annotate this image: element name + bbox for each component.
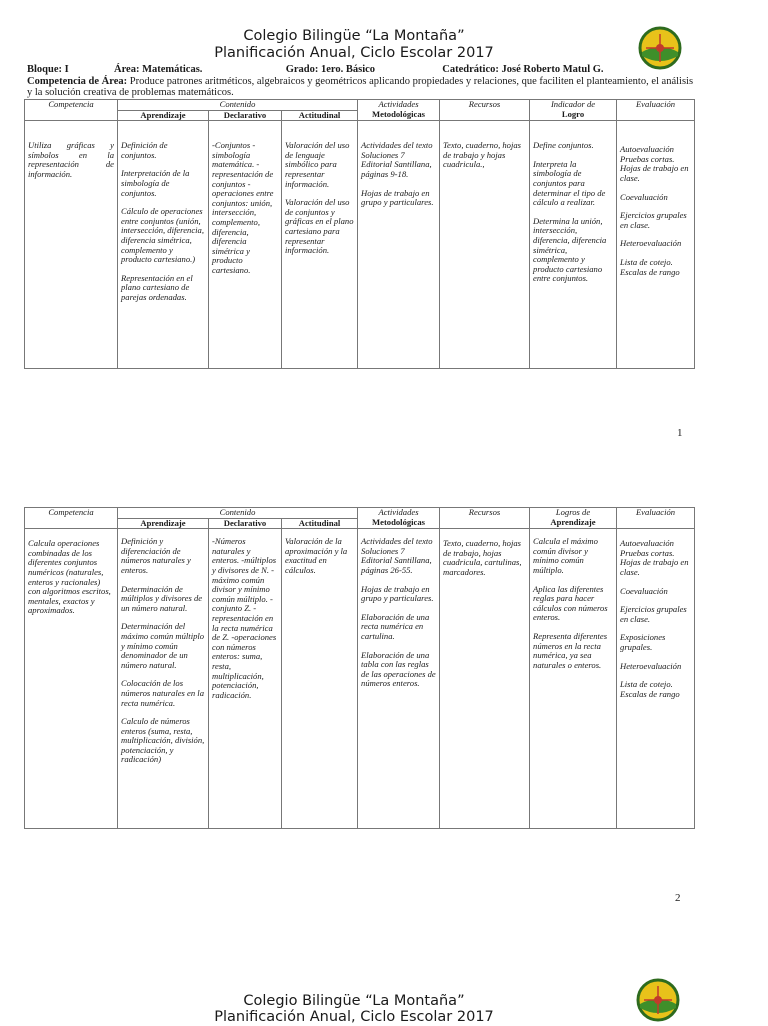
list-item: Hojas de trabajo en grupo y particulares. (361, 583, 434, 604)
list-item: Heteroevaluación (620, 238, 682, 249)
header-actitudinal: Actitudinal (282, 518, 358, 529)
header-aprendizaje: Aprendizaje (118, 518, 209, 529)
competencia-text: Calcula operaciones combinadas de los diferentes conjuntos numéricos (naturales, enteros y racionales) con algoritmos escritos, mentales, exactos y aproximados. (28, 538, 111, 616)
catedratico-value: José Roberto Matul G. (501, 64, 604, 75)
competencia-area-text: Produce patrones aritméticos, algebraicos y geométricos aplicando propiedades y relaciones, que faciliten el planteamiento, el análisis y la solución creativa de problemas matemáticos. (27, 76, 694, 98)
header-logro-text: Logro (561, 108, 585, 119)
list-item: Definición y diferenciación de números naturales y enteros. (121, 536, 191, 575)
header-contenido: Contenido (118, 100, 358, 111)
plan-title: Planificación Anual, Ciclo Escolar 2017 (214, 45, 494, 61)
bloque-value: I (64, 64, 69, 75)
indicador-cell (530, 121, 617, 369)
school-name: Colegio Bilingüe “La Montaña” (243, 28, 465, 44)
aprendizaje-cell (118, 529, 209, 829)
header-indicador (530, 100, 617, 121)
list-item: Cálculo de operaciones entre conjuntos (unión, intersección, diferencia, diferencia simétrica, complemento y producto cartesiano.) (121, 206, 204, 265)
list-item: Ejercicios grupales en clase. (620, 604, 687, 624)
header-recursos: Recursos (440, 100, 530, 121)
list-item: Ejercicios grupales en clase. (620, 210, 687, 230)
list-item: Calculo de números enteros (suma, resta, multiplicación, división, potenciación, y radicación) (121, 716, 205, 765)
list-item: Heteroevaluación (620, 660, 682, 671)
declarativo-cell (209, 529, 282, 829)
recursos-cell (440, 529, 530, 829)
list-item: Calcula el máximo común divisor y mínimo común múltiplo. (533, 536, 598, 575)
header-evaluacion: Evaluación (617, 508, 695, 529)
grado-label: Grado: (285, 64, 319, 75)
list-item: Determinación de múltiplos y divisores de un número natural. (121, 583, 203, 613)
list-item: Determinación del máximo común múltiplo y mínimo común denominador de un número natural. (121, 621, 205, 670)
competencia-text: Utiliza gráficas y símbolos en la representación de información. (28, 140, 114, 179)
header-evaluacion: Evaluación (617, 100, 695, 121)
recursos-cell (440, 121, 530, 369)
header-competencia: Competencia (25, 508, 118, 529)
header-actitudinal: Actitudinal (282, 110, 358, 121)
declarativo-text: -Números naturales y enteros. -múltiplos y divisores de N. -máximo común divisor y mínimo común múltiplo. -conjunto Z. -representación en la recta numérica de Z. -operaciones con números enteros: suma, resta, multiplicación, potenciación, radicación. (212, 536, 277, 700)
plan-table-2 (24, 507, 695, 829)
list-item: Valoración del uso de lenguaje simbólico para representar información. (285, 140, 350, 189)
header-metodologicas-text: Metodológicas (372, 516, 426, 527)
list-item: Exposiciones grupales. (620, 632, 666, 652)
list-item: Representación en el plano cartesiano de parejas ordenadas. (121, 272, 193, 302)
actitudinal-text: Valoración de la aproximación y la exactitud en cálculos. (285, 536, 348, 575)
header-contenido: Contenido (118, 508, 358, 519)
aprendizaje-cell (118, 121, 209, 369)
declarativo-cell (209, 121, 282, 369)
header-logros (530, 508, 617, 529)
list-item: Valoración del uso de conjuntos y gráficas en el plano cartesiano para representar información. (285, 197, 354, 256)
competencia-area (27, 76, 695, 98)
recursos-text: Texto, cuaderno, hojas de trabajo y hojas cuadricula., (443, 140, 521, 170)
actividades-cell (358, 529, 440, 829)
area-value: Matemáticas. (142, 64, 203, 75)
page-number: 1 (677, 427, 683, 439)
competencia-area-label: Competencia de Área: (27, 76, 128, 87)
header-indicador-text: Indicador de (550, 99, 596, 109)
header-competencia: Competencia (25, 100, 118, 121)
list-item: Coevaluación (620, 191, 668, 202)
meta-line (27, 64, 695, 75)
list-item: Representa diferentes números en la recta numérica, ya sea naturales o enteros. (533, 630, 608, 670)
list-item: Lista de cotejo. Escalas de rango (620, 679, 680, 699)
list-item: Hojas de trabajo en grupo y particulares. (361, 187, 434, 208)
bloque-label: Bloque: (27, 64, 63, 75)
evaluacion-cell (617, 529, 695, 829)
list-item: Determina la unión, intersección, diferencia, diferencia simétrica, complemento y producto cartesiano entre conjuntos. (533, 215, 607, 284)
actitudinal-cell (282, 121, 358, 369)
competencia-cell (25, 121, 118, 369)
list-item: Actividades del texto Soluciones 7 Editorial Santillana, páginas 26-55. (361, 536, 433, 575)
school-logo-icon (636, 978, 680, 1022)
list-item: Elaboración de una tabla con las reglas de las operaciones de números enteros. (361, 649, 436, 689)
actitudinal-cell (282, 529, 358, 829)
evaluacion-cell (617, 121, 695, 369)
page-number: 2 (675, 892, 681, 904)
header-actividades (358, 100, 440, 121)
header-logros-text: Logros de (555, 507, 591, 517)
list-item: Colocación de los números naturales en la recta numérica. (121, 678, 204, 708)
list-item: Autoevaluación Pruebas cortas. Hojas de trabajo en clase. (620, 144, 689, 183)
list-item: Autoevaluación Pruebas cortas. Hojas de trabajo en clase. (620, 538, 689, 577)
grado-value: 1ero. Básico (320, 64, 376, 75)
table-row (25, 529, 695, 829)
list-item: Lista de cotejo. Escalas de rango (620, 256, 680, 277)
area-label: Área: (113, 64, 140, 75)
plan-table-1 (24, 99, 695, 369)
competencia-cell (25, 529, 118, 829)
plan-title: Planificación Anual, Ciclo Escolar 2017 (214, 1009, 494, 1025)
list-item: Interpretación de la simbología de conjuntos. (121, 168, 190, 198)
header-recursos: Recursos (440, 508, 530, 529)
list-item: Elaboración de una recta numérica en cartulina. (361, 611, 430, 641)
list-item: Interpreta la simbología de conjuntos para determinar el tipo de cálculo a realizar. (533, 158, 606, 208)
list-item: Aplica las diferentes reglas para hacer cálculos con números enteros. (533, 583, 608, 623)
header-actividades (358, 508, 440, 529)
header-declarativo: Declarativo (209, 518, 282, 529)
declarativo-text: -Conjuntos -simbología matemática. -representación de conjuntos -operaciones entre conjuntos: unión, intersección, complemento, diferencia, diferencia simétrica y producto cartesiano. (212, 140, 274, 275)
list-item: Coevaluación (620, 585, 668, 596)
list-item: Actividades del texto Soluciones 7 Editorial Santillana, páginas 9-18. (361, 140, 433, 179)
recursos-text: Texto, cuaderno, hojas de trabajo, hojas cuadricula, cartulinas, marcadores. (443, 538, 522, 577)
header-actividades-text: Actividades (378, 99, 419, 109)
header-metodologicas-text: Metodológicas (372, 108, 426, 119)
header-declarativo: Declarativo (209, 110, 282, 121)
catedratico-label: Catedrático: (442, 64, 499, 75)
list-item: Definición de conjuntos. (121, 140, 168, 160)
header-actividades-text: Actividades (378, 507, 419, 517)
list-item: Define conjuntos. (533, 140, 594, 151)
school-name: Colegio Bilingüe “La Montaña” (243, 993, 465, 1009)
header-aprendizaje: Aprendizaje (118, 110, 209, 121)
actividades-cell (358, 121, 440, 369)
logros-cell (530, 529, 617, 829)
table-row (25, 121, 695, 369)
header-logros-aprendizaje-text: Aprendizaje (550, 516, 596, 527)
